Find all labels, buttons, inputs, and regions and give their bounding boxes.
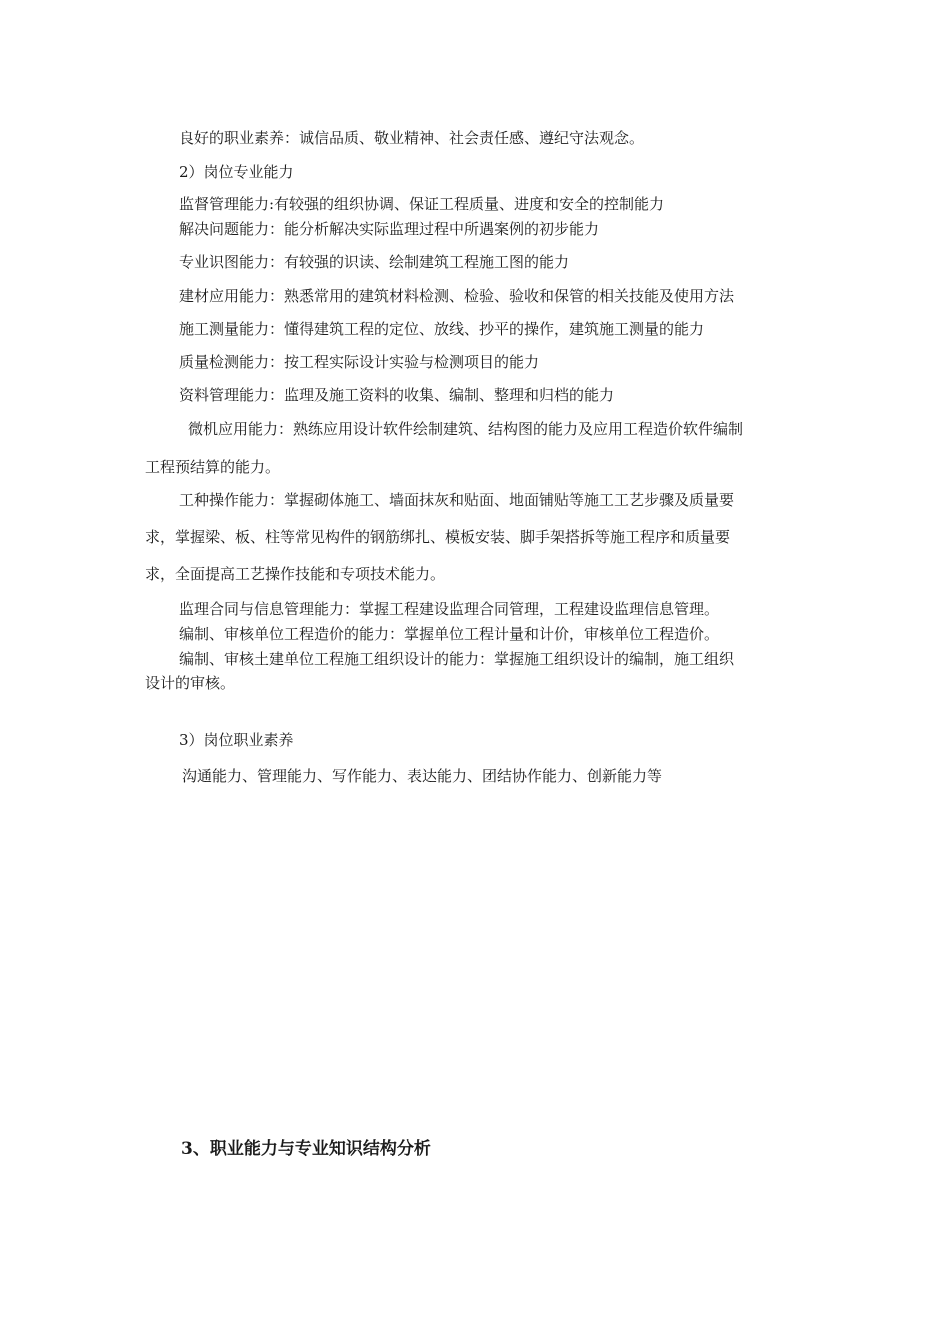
- section-heading: 3、职业能力与专业知识结构分析: [181, 1139, 431, 1159]
- list-item-contract-information: 监理合同与信息管理能力：掌握工程建设监理合同管理，工程建设监理信息管理。: [179, 600, 720, 618]
- list-item-materials: 建材应用能力：熟悉常用的建筑材料检测、检验、验收和保管的相关技能及使用方法: [179, 287, 735, 305]
- list-item-document-management: 资料管理能力：监理及施工资料的收集、编制、整理和归档的能力: [179, 386, 615, 404]
- list-item-trade-operation-cont2: 求，全面提高工艺操作技能和专项技术能力。: [145, 565, 446, 583]
- list-item-quality-testing: 质量检测能力：按工程实际设计实验与检测项目的能力: [179, 353, 540, 371]
- list-item-supervision: 监督管理能力:有较强的组织协调、保证工程质量、进度和安全的控制能力: [179, 195, 665, 213]
- list-item-computer-application-cont: 工程预结算的能力。: [145, 458, 281, 476]
- paragraph-professional-quality: 良好的职业素养：诚信品质、敬业精神、社会责任感、遵纪守法观念。: [179, 129, 645, 147]
- list-item-trade-operation-cont1: 求，掌握梁、板、柱等常见构件的钢筋绑扎、模板安装、脚手架搭拆等施工程序和质量要: [145, 528, 731, 546]
- list-item-drawing-reading: 专业识图能力：有较强的识读、绘制建筑工程施工图的能力: [179, 253, 570, 271]
- list-item-problem-solving: 解决问题能力：能分析解决实际监理过程中所遇案例的初步能力: [179, 220, 600, 238]
- list-item-construction-organization-cont: 设计的审核。: [145, 674, 236, 692]
- list-item-computer-application: 微机应用能力：熟练应用设计软件绘制建筑、结构图的能力及应用工程造价软件编制: [188, 420, 744, 438]
- list-item-construction-organization: 编制、审核土建单位工程施工组织设计的能力：掌握施工组织设计的编制，施工组织: [179, 650, 735, 668]
- list-item-trade-operation: 工种操作能力：掌握砌体施工、墙面抹灰和贴面、地面铺贴等施工工艺步骤及质量要: [179, 491, 735, 509]
- list-item-surveying: 施工测量能力：懂得建筑工程的定位、放线、抄平的操作，建筑施工测量的能力: [179, 320, 705, 338]
- list-item-cost-estimation: 编制、审核单位工程造价的能力：掌握单位工程计量和计价，审核单位工程造价。: [179, 625, 720, 643]
- paragraph-soft-skills: 沟通能力、管理能力、写作能力、表达能力、团结协作能力、创新能力等: [182, 767, 663, 785]
- subheading-professional-ability: 2）岗位专业能力: [179, 163, 294, 181]
- subheading-job-quality: 3）岗位职业素养: [179, 731, 294, 749]
